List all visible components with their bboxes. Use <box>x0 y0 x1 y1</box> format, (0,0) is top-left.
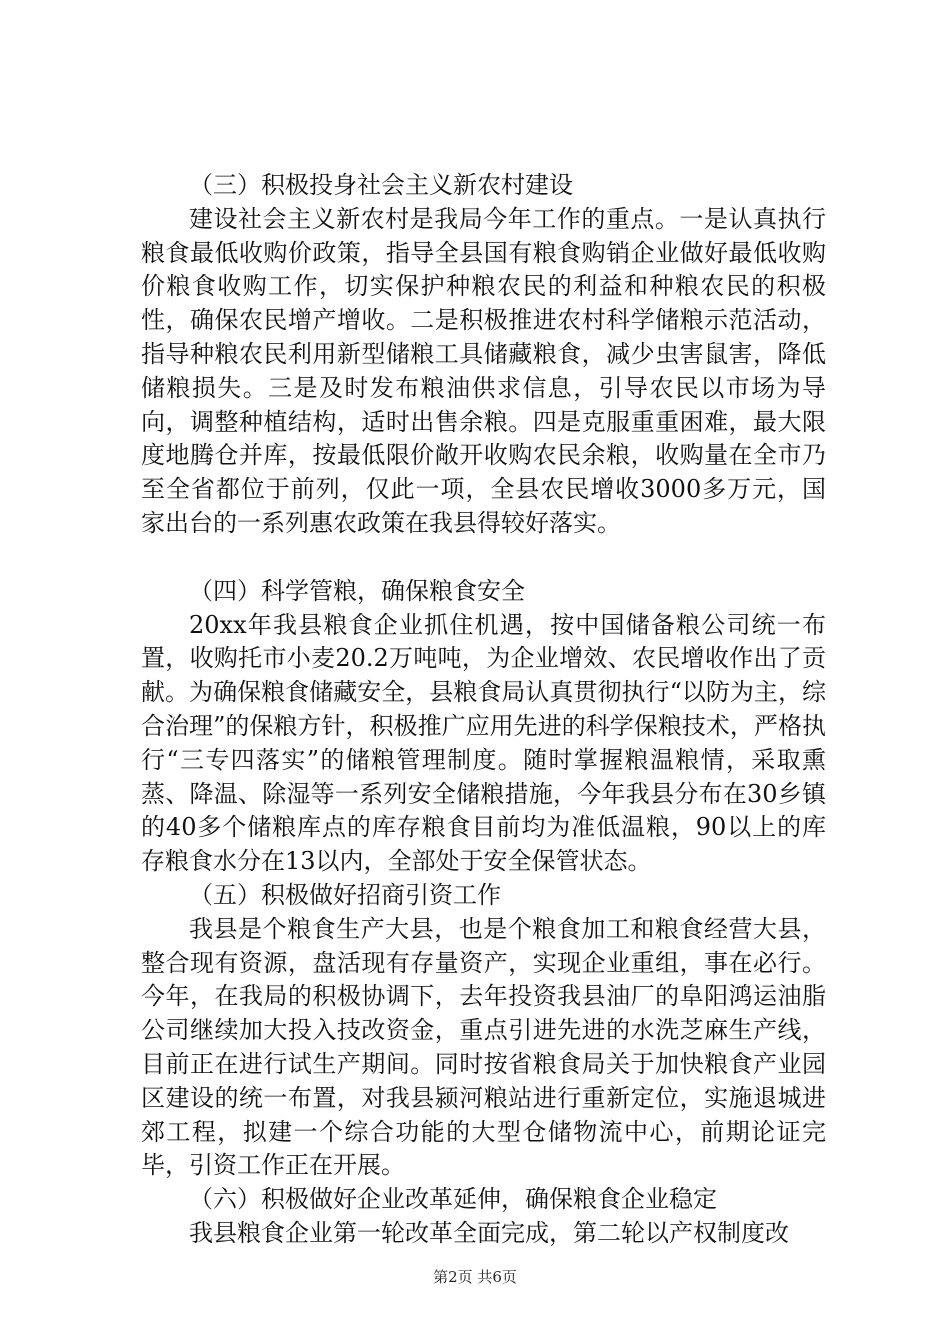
paragraph-gap <box>141 541 826 575</box>
document-body <box>141 169 826 1251</box>
section-body-6: 我县粮食企业第一轮改革全面完成，第二轮以产权制度改 <box>189 1218 789 1247</box>
section-body-5: 我县是个粮食生产大县，也是个粮食加工和粮食经营大县，整合现有资源，盘活现有存量资产，实现企业重组，事在必行。今年，在我局的积极协调下，去年投资我县油厂的阜阳鸿运油脂公司继续加大投入技改资金，重点引进先进的水洗芝麻生产线，目前正在进行试生产期间。同时按省粮食局关于加快粮食产业园区建设的统一布置，对我县颍河粮站进行重新定位，实施退城进郊工程，拟建一个综合功能的大型仓储物流中心，前期论证完毕，引资工作正在开展。 <box>141 914 826 1180</box>
section-body-4: 20xx年我县粮食企业抓住机遇，按中国储备粮公司统一布置，收购托市小麦20.2万吨吨，为企业增效、农民增收作出了贡献。为确保粮食储藏安全，县粮食局认真贯彻执行“以防为主，综合治理”的保粮方针，积极推广应用先进的科学保粮技术，严格执行“三专四落实”的储粮管理制度。随时掌握粮温粮情，采取熏蒸、降温、除湿等一系列安全储粮措施，今年我县分布在30乡镇的40多个储粮库点的库存粮食目前均为准低温粮，90以上的库存粮食水分在13以内，全部处于安全保管状态。 <box>141 610 826 876</box>
section-body-3: 建设社会主义新农村是我局今年工作的重点。一是认真执行粮食最低收购价政策，指导全县国有粮食购销企业做好最低收购价粮食收购工作，切实保护种粮农民的利益和种粮农民的积极性，确保农民增产增收。二是积极推进农村科学储粮示范活动，指导种粮农民利用新型储粮工具储藏粮食，减少虫害鼠害，降低储粮损失。三是及时发布粮油供求信息，引导农民以市场为导向，调整种植结构，适时出售余粮。四是克服重重困难，最大限度地腾仓并库，按最低限价敞开收购农民余粮，收购量在全市乃至全省都位于前列，仅此一项，全县农民增收3000多万元，国家出台的一系列惠农政策在我县得较好落实。 <box>141 204 826 537</box>
section-heading-4: （四）科学管粮，确保粮食安全 <box>189 576 525 605</box>
section-heading-5: （五）积极做好招商引资工作 <box>189 880 501 909</box>
page-footer: 第2页 共6页 <box>433 1268 517 1286</box>
section-heading-3: （三）积极投身社会主义新农村建设 <box>189 171 573 199</box>
section-heading-6: （六）积极做好企业改革延伸，确保粮食企业稳定 <box>189 1185 717 1214</box>
